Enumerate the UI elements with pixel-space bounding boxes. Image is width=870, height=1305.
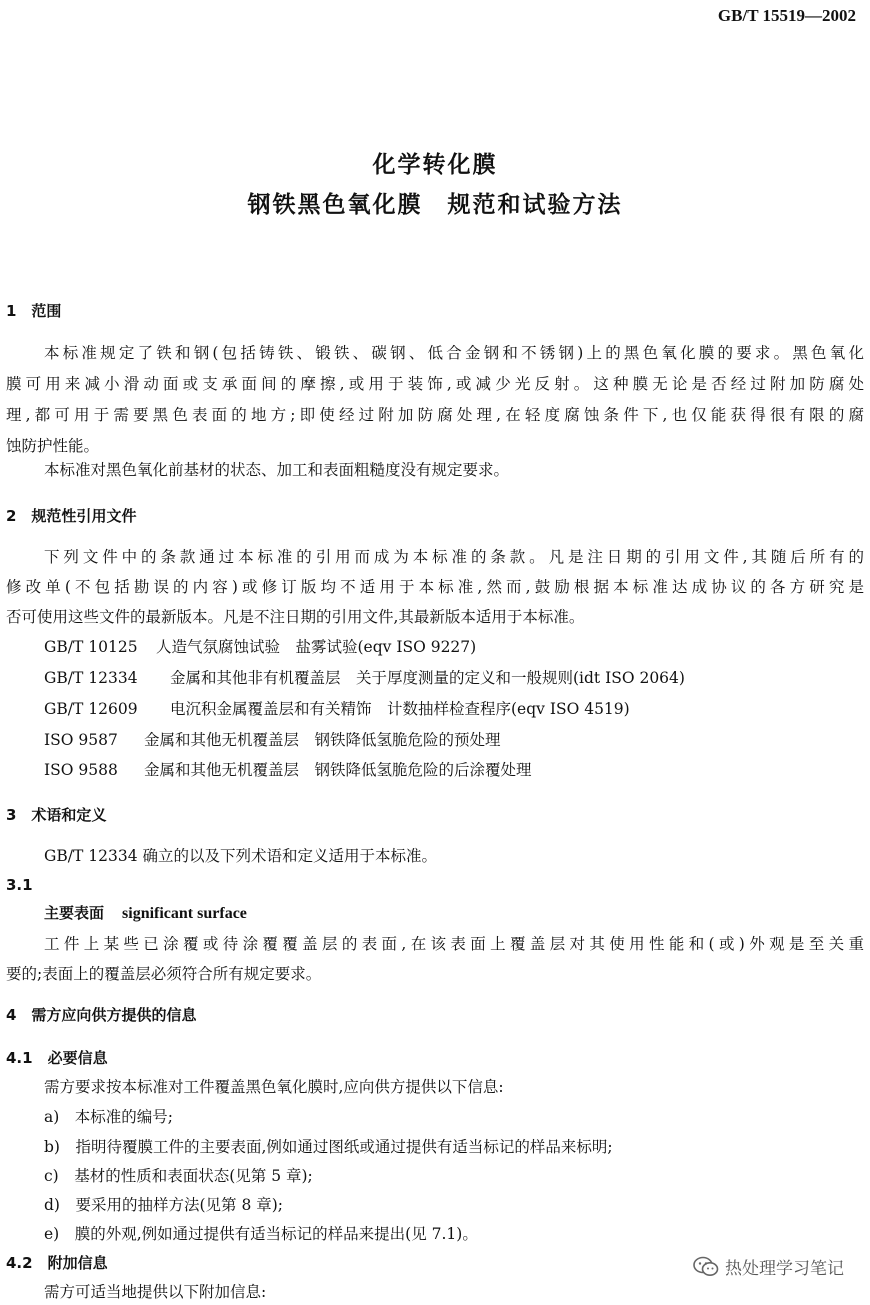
reference-title: 金属和其他无机覆盖层 钢铁降低氢脆危险的预处理 — [144, 731, 501, 749]
reference-code: ISO 9587 — [44, 731, 118, 749]
list-item: c) 基材的性质和表面状态(见第 5 章); — [44, 1167, 313, 1185]
reference-item — [44, 728, 501, 750]
subsection-4-2-heading: 4.2 附加信息 — [6, 1254, 108, 1272]
section-3-para-1: GB/T 12334 确立的以及下列术语和定义适用于本标准。 — [44, 847, 437, 865]
text-line: 本标准规定了铁和钢(包括铸铁、锻铁、碳钢、低合金钢和不锈钢)上的黑色氧化膜的要求。黑色氧化 — [44, 344, 864, 362]
reference-code: GB/T 12334 — [44, 669, 138, 687]
text-line: 否可使用这些文件的最新版本。凡是不注日期的引用文件,其最新版本适用于本标准。 — [6, 608, 585, 626]
section-1-para-1 — [44, 341, 864, 363]
reference-title: 电沉积金属覆盖层和有关精饰 计数抽样检查程序(eqv ISO 4519) — [170, 700, 630, 718]
list-item: e) 膜的外观,例如通过提供有适当标记的样品来提出(见 7.1)。 — [44, 1225, 478, 1243]
text-line: 下列文件中的条款通过本标准的引用而成为本标准的条款。凡是注日期的引用文件,其随后所有的 — [44, 548, 864, 566]
section-2-para-1 — [44, 545, 864, 567]
reference-item — [44, 697, 630, 719]
wechat-icon — [693, 1256, 719, 1278]
section-2-para-1-cont — [6, 575, 864, 635]
text-line: 膜可用来减小滑动面或支承面间的摩擦,或用于装饰,或减少光反射。这种膜无论是否经过附加防腐处 — [6, 375, 864, 393]
reference-title: 金属和其他无机覆盖层 钢铁降低氢脆危险的后涂覆处理 — [144, 761, 532, 779]
reference-code: GB/T 12609 — [44, 700, 138, 718]
section-1-para-1-cont — [6, 372, 864, 465]
subsection-4-1-intro: 需方要求按本标准对工件覆盖黑色氧化膜时,应向供方提供以下信息: — [44, 1078, 504, 1096]
subsection-4-2-intro: 需方可适当地提供以下附加信息: — [44, 1283, 267, 1301]
title-line-1: 化学转化膜 — [372, 152, 498, 178]
term-entry — [44, 902, 247, 923]
subsection-4-1-heading: 4.1 必要信息 — [6, 1049, 108, 1067]
reference-item — [44, 635, 476, 657]
section-4-heading: 4 需方应向供方提供的信息 — [6, 1006, 197, 1024]
term-english: significant surface — [122, 905, 247, 922]
text-line: 修改单(不包括勘误的内容)或修订版均不适用于本标准,然而,鼓励根据本标准达成协议的各方研究是 — [6, 578, 864, 596]
term-chinese: 主要表面 — [44, 904, 105, 922]
list-item: a) 本标准的编号; — [44, 1108, 174, 1126]
reference-title: 人造气氛腐蚀试验 盐雾试验(eqv ISO 9227) — [156, 638, 477, 656]
section-1-heading: 1 范围 — [6, 302, 62, 320]
list-item: d) 要采用的抽样方法(见第 8 章); — [44, 1196, 284, 1214]
list-item: b) 指明待覆膜工件的主要表面,例如通过图纸或通过提供有适当标记的样品来标明; — [44, 1138, 613, 1156]
watermark — [693, 1254, 844, 1279]
reference-item — [44, 758, 532, 780]
title-line-2: 钢铁黑色氧化膜 规范和试验方法 — [247, 192, 623, 218]
term-definition — [44, 932, 864, 954]
text-line: 工件上某些已涂覆或待涂覆覆盖层的表面,在该表面上覆盖层对其使用性能和(或)外观是至关重 — [44, 935, 864, 953]
section-3-heading: 3 术语和定义 — [6, 806, 107, 824]
reference-item — [44, 666, 685, 688]
reference-code: GB/T 10125 — [44, 638, 138, 656]
text-line: 理,都可用于需要黑色表面的地方;即使经过附加防腐处理,在轻度腐蚀条件下,也仅能获得很有限的腐 — [6, 406, 864, 424]
standard-number: GB/T 15519—2002 — [717, 6, 856, 25]
watermark-text: 热处理学习笔记 — [725, 1259, 844, 1279]
text-line: 蚀防护性能。 — [6, 437, 100, 455]
reference-title: 金属和其他非有机覆盖层 关于厚度测量的定义和一般规则(idt ISO 2064) — [170, 669, 685, 687]
reference-code: ISO 9588 — [44, 761, 118, 779]
section-1-para-2: 本标准对黑色氧化前基材的状态、加工和表面粗糙度没有规定要求。 — [44, 461, 510, 479]
section-2-heading: 2 规范性引用文件 — [6, 507, 137, 525]
term-definition-cont: 要的;表面上的覆盖层必须符合所有规定要求。 — [6, 965, 322, 983]
subsection-3-1-number: 3.1 — [6, 876, 33, 894]
